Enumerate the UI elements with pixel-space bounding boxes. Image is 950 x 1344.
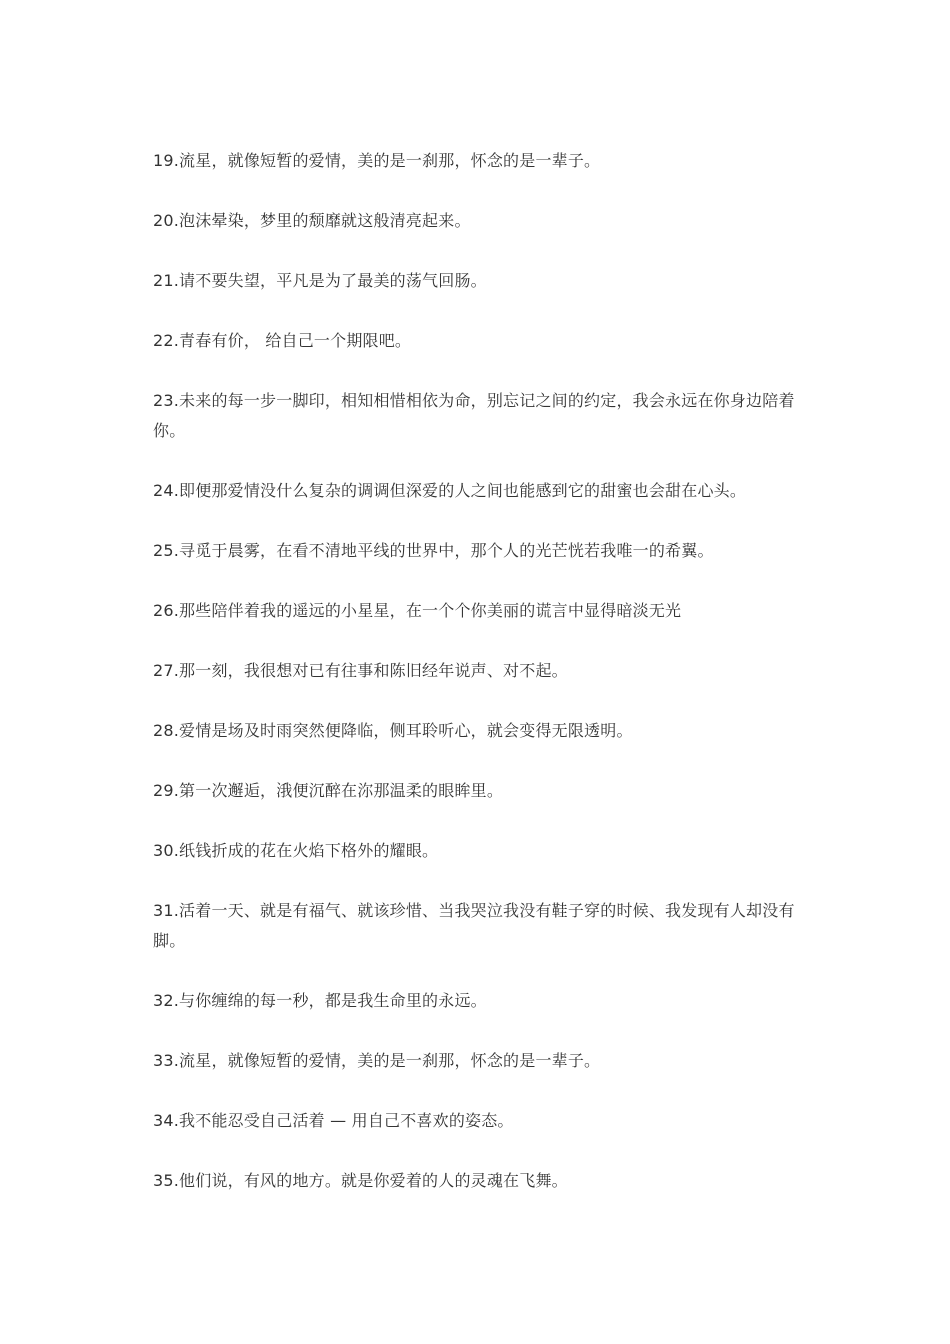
text-line-29: 29.第一次邂逅，涐便沉醉在沵那温柔的眼眸里。 xyxy=(153,781,504,800)
document-body xyxy=(153,146,801,1226)
text-line-26: 26.那些陪伴着我的遥远的小星星，在一个个你美丽的谎言中显得暗淡无光 xyxy=(153,601,682,620)
text-line-20: 20.泡沫晕染，梦里的颓靡就这般清亮起来。 xyxy=(153,211,471,230)
text-line-31: 31.活着一天、就是有福气、就该珍惜、当我哭泣我没有鞋子穿的时候、我发现有人却没有脚。 xyxy=(153,901,795,950)
text-line-27: 27.那一刻，我很想对已有往事和陈旧经年说声、对不起。 xyxy=(153,661,568,680)
text-line-30: 30.纸钱折成的花在火焰下格外的耀眼。 xyxy=(153,841,439,860)
text-line-24: 24.即便那爱情没什么复杂的调调但深爱的人之间也能感到它的甜蜜也会甜在心头。 xyxy=(153,481,747,500)
text-line-25: 25.寻觅于晨雾，在看不清地平线的世界中，那个人的光芒恍若我唯一的希翼。 xyxy=(153,541,714,560)
text-line-23: 23.未来的每一步一脚印，相知相惜相依为命，别忘记之间的约定，我会永远在你身边陪着你。 xyxy=(153,391,795,440)
text-line-22: 22.青春有价， 给自己一个期限吧。 xyxy=(153,331,412,350)
text-line-28: 28.爱情是场及时雨突然便降临，侧耳聆听心，就会变得无限透明。 xyxy=(153,721,633,740)
text-line-21: 21.请不要失望，平凡是为了最美的荡气回肠。 xyxy=(153,271,487,290)
text-line-35: 35.他们说，有风的地方。就是你爱着的人的灵魂在飞舞。 xyxy=(153,1171,568,1190)
text-line-19: 19.流星，就像短暂的爱情，美的是一刹那，怀念的是一辈子。 xyxy=(153,151,601,170)
text-line-34: 34.我不能忍受自己活着 — 用自己不喜欢的姿态。 xyxy=(153,1111,514,1130)
text-line-32: 32.与你缠绵的每一秒，都是我生命里的永远。 xyxy=(153,991,487,1010)
text-line-33: 33.流星，就像短暂的爱情，美的是一刹那，怀念的是一辈子。 xyxy=(153,1051,601,1070)
